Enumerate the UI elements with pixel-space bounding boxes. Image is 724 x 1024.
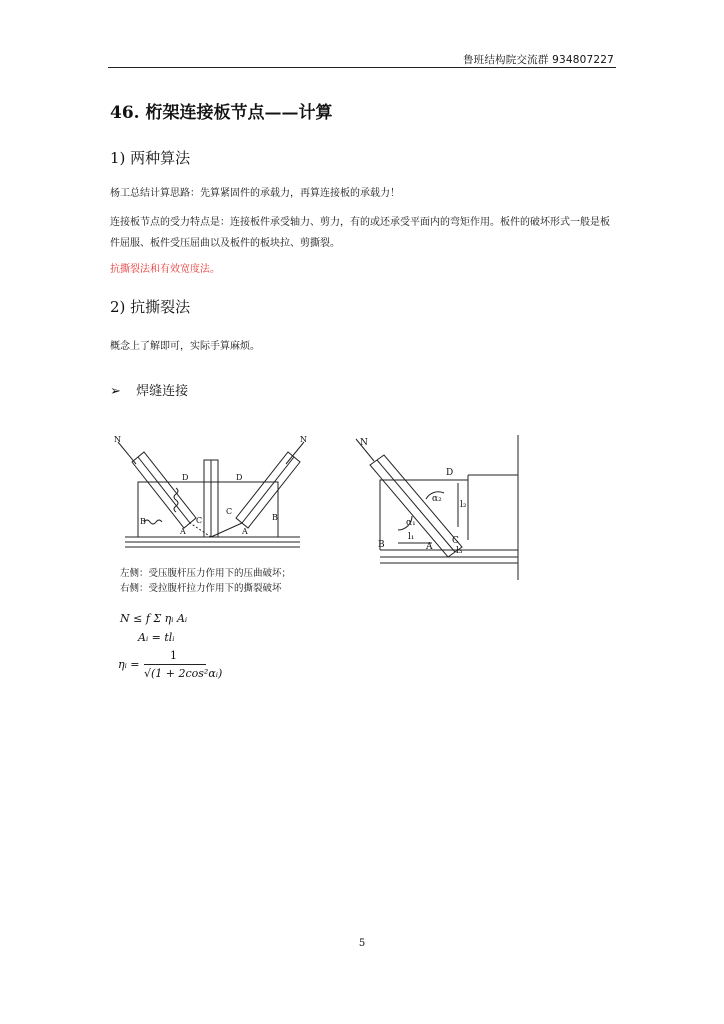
label-alpha-1: α₁ [406,518,416,528]
label-c: C [452,536,459,546]
label-c-left: C [196,516,203,525]
formula-eta-numerator: 1 [170,649,177,662]
bullet-label: 焊缝连接 [136,384,189,399]
label-l3: l₃ [456,546,463,556]
figure-caption-line-2: 右侧：受拉腹杆拉力作用下的撕裂破坏 [120,583,282,594]
label-d: D [446,468,454,478]
label-c-right: C [226,507,233,516]
formula-fraction-bar [144,664,206,665]
label-l1: l₁ [408,532,415,542]
label-b-left: B [140,517,146,526]
paragraph-plate-behavior: 连接板节点的受力特点是：连接板件承受轴力、剪力，有的或还承受平面内的弯矩作用。板件的破坏形式一般是板件屈服、板件受压屈曲以及板件的板块拉、剪撕裂。 [110,217,610,249]
label-a: A [426,542,433,552]
formula-eta-lhs: ηᵢ = [118,658,140,671]
label-b-right: B [272,513,278,522]
paragraph-concept-note: 概念上了解即可，实际手算麻烦。 [110,341,260,352]
figure-caption-line-1: 左侧：受压腹杆压力作用下的压曲破坏； [120,568,292,579]
paragraph-calc-approach: 杨工总结计算思路：先算紧固件的承载力，再算连接板的承载力！ [110,188,400,199]
formula-eta-denominator: √(1 + 2cos²αᵢ) [144,667,223,680]
arrow-bullet-icon: ➢ [110,384,121,399]
label-n: N [360,438,368,448]
page-title: 46. 桁架连接板节点——计算 [110,103,333,123]
label-a-right: A [242,527,248,536]
label-d-left: D [182,473,189,482]
formula-capacity: N ≤ f Σ ηᵢ Aᵢ [120,612,188,625]
label-l2: l₂ [460,500,467,510]
label-n-left: N [114,435,121,444]
paragraph-methods-red: 抗撕裂法和有效宽度法。 [110,264,220,275]
section-heading-2: 2) 抗撕裂法 [110,298,191,316]
label-alpha-2: α₂ [432,494,442,504]
header-group-info: 鲁班结构院交流群 934807227 [462,54,614,66]
label-n-right: N [300,435,307,444]
label-a-left: A [180,527,186,536]
section-heading-1: 1) 两种算法 [110,149,191,167]
gusset-plate-failure-diagram [110,430,310,565]
header-rule [108,67,616,68]
label-d-right: D [236,473,243,482]
formula-area: Aᵢ = tlᵢ [138,631,175,644]
label-b: B [378,540,385,550]
bullet-weld-connection [110,380,188,399]
tearing-method-diagram [350,435,530,585]
page-number: 5 [358,938,366,949]
